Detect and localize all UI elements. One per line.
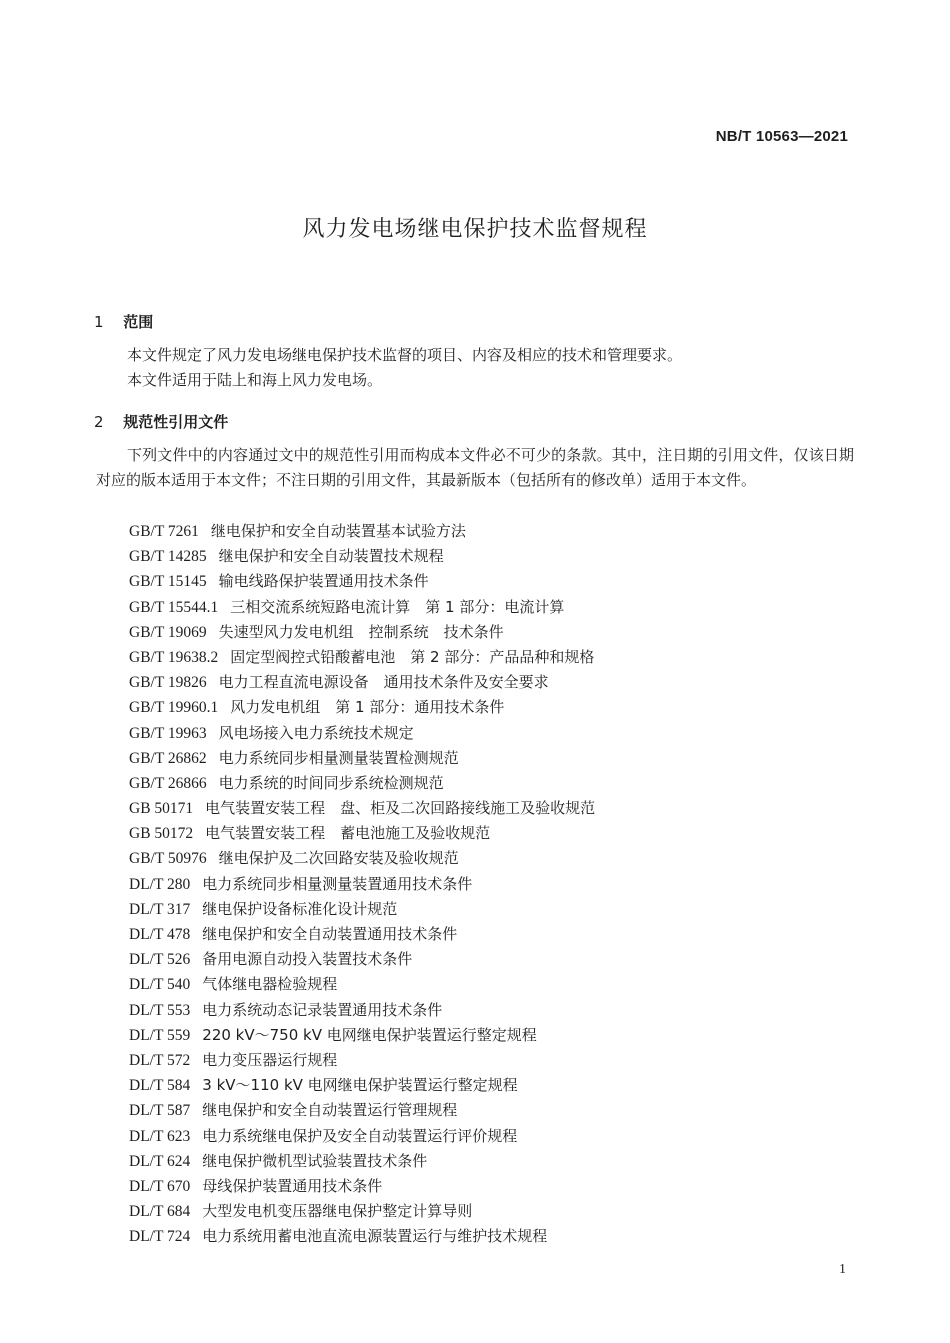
reference-item [129,846,595,871]
reference-item [129,519,595,544]
reference-code: GB/T 19826 [129,674,207,692]
reference-code: DL/T 572 [129,1051,191,1069]
reference-code: DL/T 684 [129,1203,191,1221]
reference-code: GB/T 15544.1 [129,598,219,616]
reference-item [129,746,595,771]
reference-item [129,771,595,796]
reference-code: DL/T 317 [129,900,191,918]
reference-title: 气体继电器检验规程 [202,975,338,994]
reference-code: GB/T 15145 [129,573,207,591]
section-1-title: 范围 [123,313,154,331]
reference-item [129,1124,595,1149]
section-1-number: 1 [94,313,104,331]
reference-title: 继电保护及二次回路安装及验收规范 [218,849,459,868]
reference-item [129,1149,595,1174]
reference-title: 继电保护微机型试验装置技术条件 [202,1151,428,1170]
reference-item [129,620,595,645]
section-2-title: 规范性引用文件 [123,413,229,431]
reference-title: 继电保护和安全自动装置基本试验方法 [210,522,466,540]
reference-title: 失速型风力发电机组 控制系统 技术条件 [218,622,504,641]
reference-code: GB/T 7261 [129,523,199,540]
reference-item [129,998,595,1023]
reference-item [129,695,595,720]
reference-item [129,1073,595,1098]
reference-item [129,1048,595,1073]
page-number: 1 [839,1262,846,1277]
reference-title: 电力系统用蓄电池直流电源装置运行与维护技术规程 [202,1227,548,1246]
reference-title: 继电保护和安全自动装置运行管理规程 [202,1101,458,1120]
reference-title: 母线保护装置通用技术条件 [202,1176,383,1195]
reference-code: DL/T 559 [129,1026,191,1044]
reference-item [129,1023,595,1048]
reference-item [129,897,595,922]
reference-title: 备用电源自动投入装置技术条件 [202,950,413,969]
reference-title: 3 kV～110 kV 电网继电保护装置运行整定规程 [202,1076,518,1095]
reference-code: GB 50172 [129,825,194,843]
reference-item [129,796,595,821]
reference-code: DL/T 280 [129,875,191,893]
reference-code: DL/T 724 [129,1228,191,1246]
reference-code: GB/T 19638.2 [129,648,219,666]
section-1-paragraph-1: 本文件规定了风力发电场继电保护技术监督的项目、内容及相应的技术和管理要求。 [127,346,683,364]
reference-title: 电力系统同步相量测量装置通用技术条件 [202,874,473,893]
reference-title: 电力变压器运行规程 [202,1050,338,1069]
reference-code: DL/T 624 [129,1152,191,1170]
reference-title: 继电保护和安全自动装置技术规程 [218,547,444,566]
reference-code: DL/T 584 [129,1077,191,1095]
reference-item [129,947,595,972]
reference-code: GB/T 50976 [129,850,207,868]
reference-title: 固定型阀控式铅酸蓄电池 第 2 部分：产品品种和规格 [230,647,595,666]
reference-item [129,972,595,997]
reference-code: GB/T 19069 [129,623,207,641]
reference-title: 风力发电机组 第 1 部分：通用技术条件 [230,698,505,717]
section-2-heading [94,411,228,432]
reference-item [129,1224,595,1249]
section-2-intro: 下列文件中的内容通过文中的规范性引用而构成本文件必不可少的条款。其中，注日期的引用文件，仅该日期对应的版本适用于本文件；不注日期的引用文件，其最新版本（包括所有的修改单）适用于本文件。 [96,446,854,489]
section-2-number: 2 [94,413,104,431]
reference-item [129,821,595,846]
reference-item [129,569,595,594]
reference-item [129,595,595,620]
reference-code: GB/T 19963 [129,724,207,742]
reference-title: 继电保护设备标准化设计规范 [202,899,398,918]
standard-number: NB/T 10563—2021 [715,128,848,145]
section-1-heading [94,311,153,332]
reference-item [129,1098,595,1123]
reference-item [129,922,595,947]
reference-code: GB 50171 [129,800,194,818]
reference-title: 电力系统动态记录装置通用技术条件 [202,1000,443,1019]
reference-code: DL/T 553 [129,1001,191,1019]
reference-code: GB/T 26862 [129,749,207,767]
reference-list [129,519,595,1249]
reference-code: DL/T 478 [129,926,191,943]
section-1-paragraph-2: 本文件适用于陆上和海上风力发电场。 [127,371,383,389]
reference-item [129,544,595,569]
reference-title: 电力系统继电保护及安全自动装置运行评价规程 [202,1126,518,1145]
reference-title: 输电线路保护装置通用技术条件 [218,572,429,591]
reference-title: 继电保护和安全自动装置通用技术条件 [202,925,458,943]
reference-title: 风电场接入电力系统技术规定 [218,723,414,742]
reference-item [129,872,595,897]
reference-title: 220 kV～750 kV 电网继电保护装置运行整定规程 [202,1025,537,1044]
reference-item [129,670,595,695]
reference-item [129,721,595,746]
reference-title: 电力工程直流电源设备 通用技术条件及安全要求 [218,673,549,692]
document-title: 风力发电场继电保护技术监督规程 [302,217,648,242]
reference-title: 电力系统同步相量测量装置检测规范 [218,748,459,767]
reference-item [129,1174,595,1199]
reference-title: 电气装置安装工程 蓄电池施工及验收规范 [205,824,491,843]
reference-title: 三相交流系统短路电流计算 第 1 部分：电流计算 [230,597,565,616]
reference-code: DL/T 540 [129,976,191,994]
reference-code: DL/T 670 [129,1177,191,1195]
reference-code: DL/T 623 [129,1127,191,1145]
reference-title: 电气装置安装工程 盘、柜及二次回路接线施工及验收规范 [205,799,596,818]
reference-item [129,1199,595,1224]
reference-code: DL/T 587 [129,1102,191,1120]
reference-code: GB/T 14285 [129,548,207,566]
reference-title: 大型发电机变压器继电保护整定计算导则 [202,1202,473,1221]
reference-code: GB/T 19960.1 [129,699,219,717]
reference-title: 电力系统的时间同步系统检测规范 [218,773,444,792]
reference-item [129,645,595,670]
reference-code: GB/T 26866 [129,774,207,792]
reference-code: DL/T 526 [129,951,191,969]
